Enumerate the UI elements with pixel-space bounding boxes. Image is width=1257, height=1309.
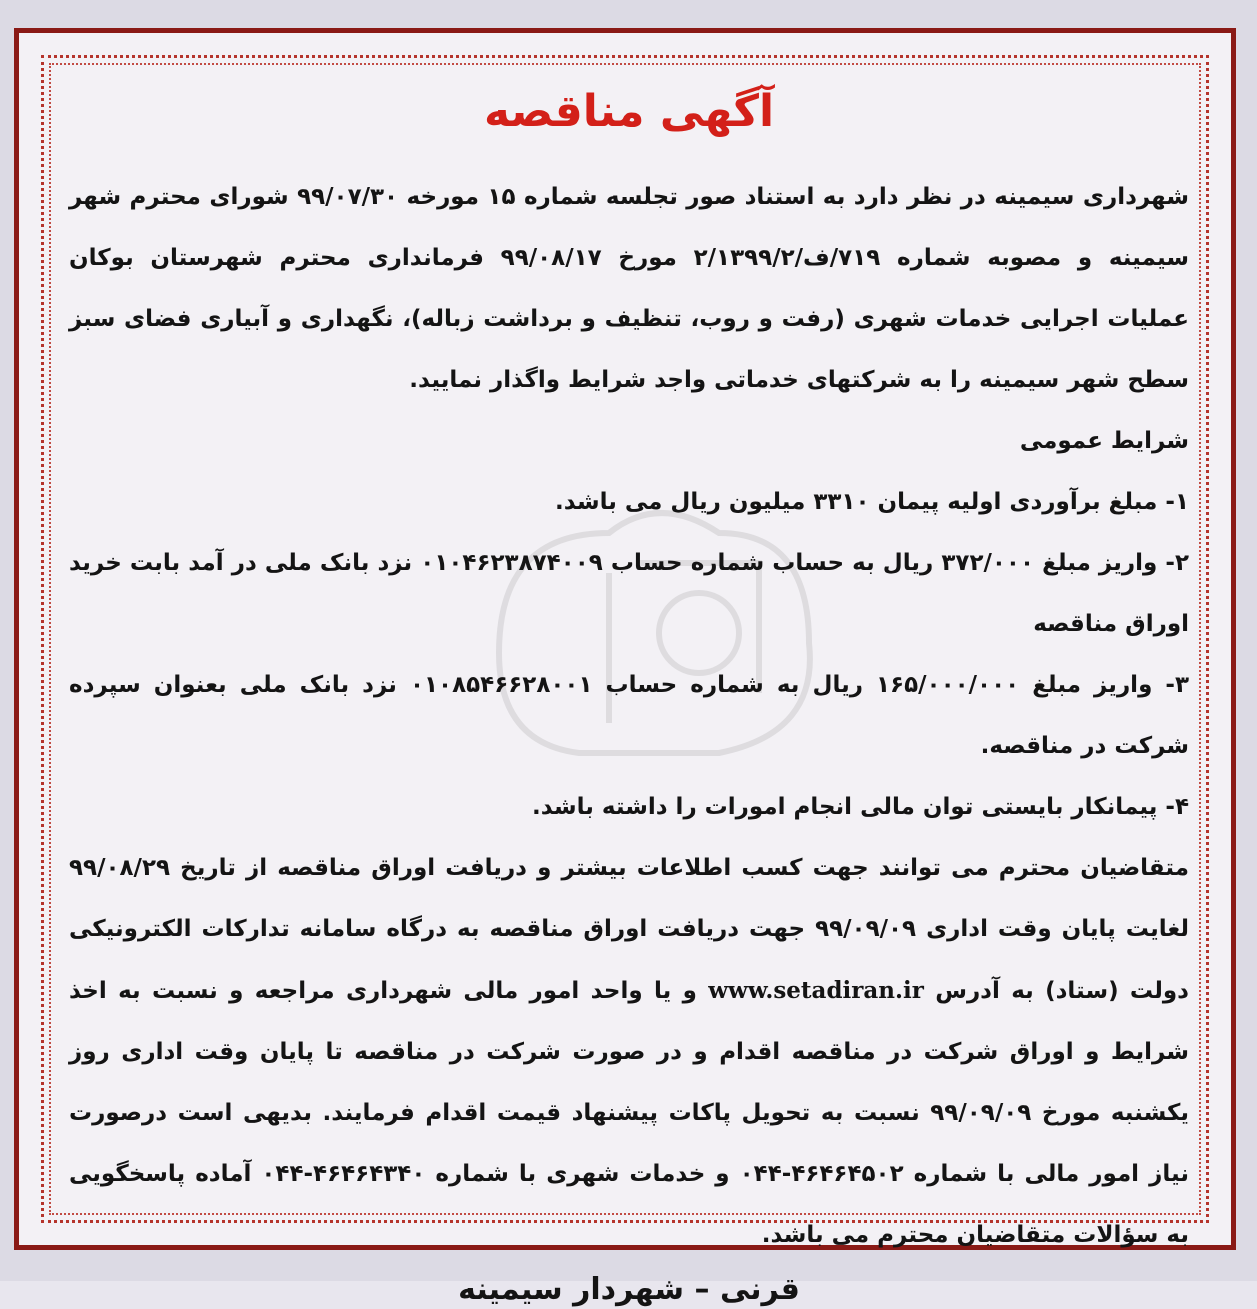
notice-content bbox=[69, 78, 1190, 1307]
notice-frame bbox=[14, 28, 1236, 1307]
condition-item-1: ۱- مبلغ برآوردی اولیه پیمان ۳۳۱۰ میلیون ریال می باشد. bbox=[554, 488, 1189, 515]
website-link[interactable]: www.setadiran.ir bbox=[708, 976, 924, 1004]
closing-text-part-2: و یا واحد امور مالی شهرداری مراجعه و نسبت به اخذ شرایط و اوراق شرکت در مناقصه اقدام و در صورت شرکت در مناقصه تا پایان وقت اداری روز یکشنبه مورخ ۹۹/۰۹/۰۹ نسبت به تحویل پاکات پیشنهاد قیمت اقدام فرمایند. بدیهی است درصورت نیاز امور مالی با شماره ۴۶۴۶۴۵۰۲-۰۴۴ و خدمات شهری با شماره ۴۶۴۶۴۳۴۰-۰۴۴ آماده پاسخگویی به سؤالات متقاضیان محترم می باشد. bbox=[69, 977, 1189, 1248]
closing-text-part-1: متقاضیان محترم می توانند جهت کسب اطلاعات بیشتر و دریافت اوراق مناقصه از تاریخ ۹۹/۰۸/۲۹ لغایت پایان وقت اداری ۹۹/۰۹/۰۹ جهت دریافت اوراق مناقصه به درگاه سامانه تدارکات الکترونیکی دولت (ستاد) به آدرس bbox=[69, 854, 1189, 1004]
closing-paragraph bbox=[69, 838, 1189, 1266]
condition-item-3: ۳- واریز مبلغ ۱۶۵/۰۰۰/۰۰۰ ریال به شماره حساب ۰۱۰۸۵۴۶۶۲۸۰۰۱ نزد بانک ملی بعنوان سپرده شرکت در مناقصه. bbox=[69, 671, 1190, 759]
conditions-heading: شرایط عمومی bbox=[1019, 427, 1189, 454]
condition-item-2: ۲- واریز مبلغ ۳۷۲/۰۰۰ ریال به حساب شماره حساب ۰۱۰۴۶۲۳۸۷۴۰۰۹ نزد بانک ملی در آمد بابت خرید اوراق مناقصه bbox=[69, 549, 1189, 637]
notice-title: آگهی مناقصه bbox=[483, 86, 775, 137]
signature: قرنی – شهردار سیمینه bbox=[458, 1271, 800, 1307]
condition-item-4: ۴- پیمانکار بایستی توان مالی انجام امورات را داشته باشد. bbox=[531, 793, 1189, 820]
intro-paragraph: شهرداری سیمینه در نظر دارد به استناد صور تجلسه شماره ۱۵ مورخه ۹۹/۰۷/۳۰ شورای محترم شهر سیمینه و مصوبه شماره ۷۱۹/ف/۲/۱۳۹۹/۲ مورخ ۹۹/۰۸/۱۷ فرمانداری محترم شهرستان بوکان عملیات اجرایی خدمات شهری (رفت و روب، تنظیف و برداشت زباله)، نگهداری و آبیاری فضای سبز سطح شهر سیمینه را به شرکتهای خدماتی واجد شرایط واگذار نمایید. bbox=[69, 183, 1189, 393]
